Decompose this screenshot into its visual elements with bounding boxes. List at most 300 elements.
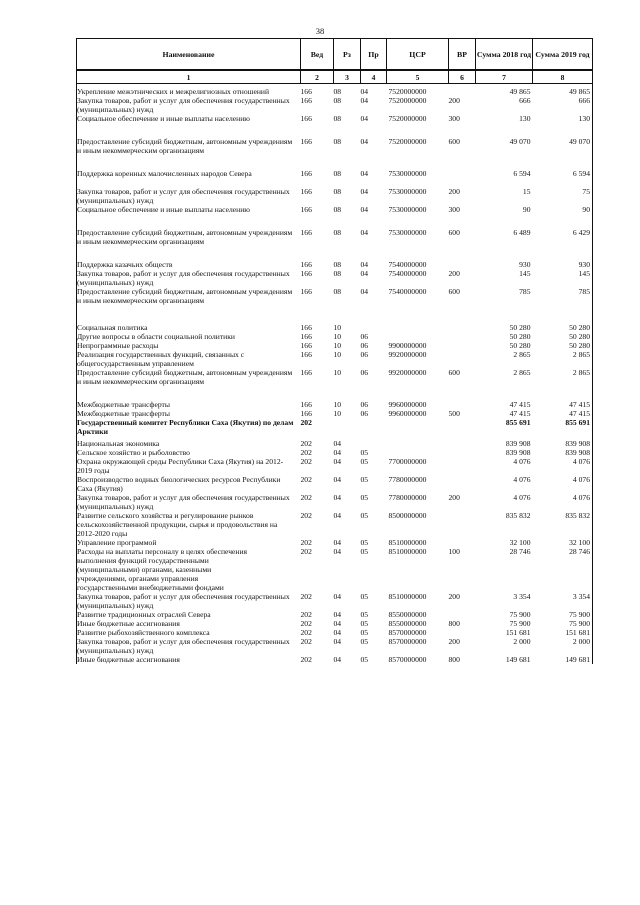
row-sum-2019: 47 415: [533, 409, 593, 418]
row-rz: 04: [333, 619, 342, 628]
row-name: Закупка товаров, работ и услуг для обеспечения государственных (муниципальных) нужд: [77, 592, 301, 610]
table-row: [77, 96, 593, 114]
header-vr: ВР: [449, 39, 476, 71]
row-sum-2019: 835 832: [533, 511, 593, 538]
row-sum-2018: 28 746: [509, 547, 531, 556]
row-vr: 200: [448, 187, 460, 196]
row-pr: 04: [360, 169, 369, 178]
row-sum-2019: 90: [533, 205, 593, 228]
row-sum-2019: 2 865: [533, 368, 593, 400]
row-sum-2018: 835 832: [505, 511, 531, 520]
row-vr: [449, 341, 476, 350]
row-name: Сельское хозяйство и рыболовство: [77, 448, 301, 457]
row-ved: 166: [300, 137, 312, 146]
row-vr: [449, 350, 476, 368]
row-csr: 9920000000: [388, 368, 427, 377]
row-sum-2019: 839 908: [533, 439, 593, 448]
header-sum-2018: Сумма 2018 год: [476, 39, 533, 71]
row-sum-2019: 50 280: [533, 332, 593, 341]
row-name: Закупка товаров, работ и услуг для обеспечения государственных (муниципальных) нужд: [77, 269, 301, 287]
table-row: [77, 628, 593, 637]
row-sum-2019: 75 900: [533, 610, 593, 619]
row-ved: 202: [300, 610, 312, 619]
header-sum-2019: Сумма 2019 год: [533, 39, 593, 71]
row-ved: 202: [300, 418, 312, 427]
row-sum-2018: 50 280: [509, 341, 531, 350]
row-vr: [449, 323, 476, 332]
header-rz: Рз: [334, 39, 361, 71]
table-row: [77, 287, 593, 323]
page-number: 38: [315, 26, 325, 36]
row-sum-2018: 50 280: [509, 332, 531, 341]
row-name: Развитие рыбохозяйственного комплекса: [77, 628, 301, 637]
row-rz: [334, 418, 361, 439]
header-ved: Вед: [301, 39, 334, 71]
row-sum-2019: 855 691: [533, 418, 593, 439]
row-rz: 04: [333, 628, 342, 637]
row-name: Реализация государственных функций, связанных с общегосударственным управлением: [77, 350, 301, 368]
row-rz: 04: [333, 448, 342, 457]
row-vr: [449, 418, 476, 439]
row-pr: 05: [360, 592, 369, 601]
row-ved: 166: [300, 205, 312, 214]
row-ved: 202: [300, 511, 312, 520]
row-pr: [361, 418, 387, 439]
row-csr: 8550000000: [388, 619, 427, 628]
row-vr: 300: [448, 114, 460, 123]
row-vr: [449, 628, 476, 637]
row-pr: 05: [360, 547, 369, 556]
row-csr: 7530000000: [388, 169, 427, 178]
row-ved: 202: [300, 619, 312, 628]
row-csr: 8570000000: [388, 628, 427, 637]
row-sum-2018: 6 489: [513, 228, 531, 237]
row-vr: 800: [448, 619, 460, 628]
row-name: Развитие сельского хозяйства и регулирование рынков сельскохозяйственной продукции, сырья и продовольствия на 2012-2020 годы: [77, 511, 301, 538]
row-sum-2018: 47 415: [509, 409, 531, 418]
row-name: Поддержка казачьих обществ: [77, 260, 301, 269]
row-rz: 08: [333, 187, 342, 196]
row-csr: 8510000000: [388, 547, 427, 556]
row-pr: 04: [360, 87, 369, 96]
row-rz: 08: [333, 96, 342, 105]
row-ved: 166: [300, 114, 312, 123]
table-row: [77, 169, 593, 187]
row-sum-2018: 90: [522, 205, 531, 214]
row-sum-2018: 32 100: [509, 538, 531, 547]
row-name: Расходы на выплаты персоналу в целях обеспечения выполнения функций государственными (муниципальными) органами, казенными учреждениями, органами управления государственными внебюджетными фондами: [77, 547, 301, 592]
row-sum-2019: 47 415: [533, 400, 593, 409]
row-sum-2018: 151 681: [505, 628, 531, 637]
row-csr: 8570000000: [388, 655, 427, 664]
row-pr: 05: [360, 619, 369, 628]
column-number: 5: [387, 70, 449, 84]
row-rz: 08: [333, 137, 342, 146]
table-row: [77, 511, 593, 538]
row-csr: 7530000000: [388, 205, 427, 214]
row-pr: 04: [360, 260, 369, 269]
row-sum-2018: 2 865: [513, 350, 531, 359]
row-name: Социальная политика: [77, 323, 301, 332]
row-ved: 202: [300, 547, 312, 556]
row-ved: 202: [300, 475, 312, 484]
row-vr: [449, 84, 476, 97]
column-number: 7: [476, 70, 533, 84]
row-pr: 04: [360, 205, 369, 214]
column-number: 4: [361, 70, 387, 84]
row-pr: 05: [360, 637, 369, 646]
table-row: [77, 493, 593, 511]
table-row: [77, 637, 593, 655]
row-ved: 166: [300, 187, 312, 196]
row-name: Социальное обеспечение и иные выплаты населению: [77, 205, 301, 228]
row-csr: [387, 332, 449, 341]
row-sum-2018: 145: [519, 269, 531, 278]
row-pr: 04: [360, 287, 369, 296]
header-csr: ЦСР: [387, 39, 449, 71]
row-pr: 06: [360, 400, 369, 409]
row-sum-2019: 75 900: [533, 619, 593, 628]
row-csr: 7700000000: [388, 457, 427, 466]
row-vr: [449, 610, 476, 619]
table-row: [77, 448, 593, 457]
row-sum-2018: 149 681: [505, 655, 531, 664]
row-ved: 166: [300, 332, 312, 341]
row-name: Другие вопросы в области социальной политики: [77, 332, 301, 341]
row-sum-2019: 666: [533, 96, 593, 114]
row-sum-2019: 28 746: [533, 547, 593, 592]
row-vr: 100: [448, 547, 460, 556]
row-sum-2019: 839 908: [533, 448, 593, 457]
row-name: Предоставление субсидий бюджетным, автономным учреждениям и иным некоммерческим организациям: [77, 137, 301, 169]
row-csr: 7540000000: [388, 287, 427, 296]
row-csr: 7520000000: [388, 114, 427, 123]
row-sum-2019: 4 076: [533, 493, 593, 511]
column-number: 3: [334, 70, 361, 84]
row-vr: 600: [448, 368, 460, 377]
row-sum-2018: 4 076: [513, 493, 531, 502]
row-sum-2019: 4 076: [533, 475, 593, 493]
row-rz: 04: [333, 592, 342, 601]
row-rz: 04: [333, 511, 342, 520]
row-csr: [387, 323, 449, 332]
row-csr: [387, 439, 449, 448]
table-row: [77, 655, 593, 664]
column-number-row: [77, 70, 593, 84]
row-sum-2018: 839 908: [505, 439, 531, 448]
table-row: [77, 610, 593, 619]
row-pr: [361, 439, 387, 448]
row-ved: 166: [300, 87, 312, 96]
table-row: [77, 439, 593, 448]
row-rz: 08: [333, 114, 342, 123]
row-vr: 200: [448, 269, 460, 278]
row-ved: 202: [300, 592, 312, 601]
table-row: [77, 547, 593, 592]
table-row: [77, 538, 593, 547]
row-csr: 9960000000: [388, 400, 427, 409]
row-rz: 10: [333, 400, 342, 409]
row-ved: 166: [300, 323, 312, 332]
table-row: [77, 350, 593, 368]
table-row: [77, 368, 593, 400]
row-name: Охрана окружающей среды Республики Саха (Якутия) на 2012-2019 годы: [77, 457, 301, 475]
row-csr: 9920000000: [388, 350, 427, 359]
row-rz: 08: [333, 169, 342, 178]
row-pr: 05: [360, 655, 369, 664]
row-ved: 166: [300, 368, 312, 377]
row-sum-2019: 2 865: [533, 350, 593, 368]
row-vr: [449, 475, 476, 493]
row-sum-2019: 50 280: [533, 323, 593, 332]
row-pr: 05: [360, 511, 369, 520]
header-row: [77, 39, 593, 71]
row-ved: 166: [300, 96, 312, 105]
row-sum-2018: 75 900: [509, 619, 531, 628]
table-row: [77, 475, 593, 493]
budget-table: [76, 38, 593, 664]
row-ved: 202: [300, 457, 312, 466]
row-rz: 10: [333, 368, 342, 377]
row-name: Предоставление субсидий бюджетным, автономным учреждениям и иным некоммерческим организациям: [77, 368, 301, 400]
row-sum-2018: 666: [519, 96, 531, 105]
row-ved: 166: [300, 400, 312, 409]
row-ved: 166: [300, 269, 312, 278]
row-sum-2019: 930: [533, 260, 593, 269]
row-ved: 202: [300, 637, 312, 646]
row-vr: [449, 439, 476, 448]
table-row: [77, 205, 593, 228]
row-csr: 7520000000: [388, 87, 427, 96]
row-sum-2018: 839 908: [505, 448, 531, 457]
row-pr: 06: [360, 368, 369, 377]
row-pr: 04: [360, 269, 369, 278]
row-sum-2018: 3 354: [513, 592, 531, 601]
row-sum-2018: 930: [519, 260, 531, 269]
row-ved: 166: [300, 409, 312, 418]
row-rz: 08: [333, 269, 342, 278]
table-row: [77, 418, 593, 439]
row-name: Поддержка коренных малочисленных народов Севера: [77, 169, 301, 187]
row-ved: 202: [300, 493, 312, 502]
column-number: 6: [449, 70, 476, 84]
row-sum-2018: 49 070: [509, 137, 531, 146]
row-sum-2019: 49 070: [533, 137, 593, 169]
row-sum-2018: 15: [522, 187, 531, 196]
row-rz: 04: [333, 637, 342, 646]
row-sum-2019: 75: [533, 187, 593, 205]
row-pr: 05: [360, 457, 369, 466]
header-name: Наименование: [77, 39, 301, 71]
row-vr: 200: [448, 493, 460, 502]
row-csr: 8570000000: [388, 637, 427, 646]
row-name: Закупка товаров, работ и услуг для обеспечения государственных (муниципальных) нужд: [77, 96, 301, 114]
row-csr: [387, 448, 449, 457]
row-pr: 05: [360, 448, 369, 457]
row-sum-2018: 855 691: [505, 418, 531, 427]
row-ved: 166: [300, 169, 312, 178]
row-vr: [449, 260, 476, 269]
row-vr: 200: [448, 637, 460, 646]
row-name: Предоставление субсидий бюджетным, автономным учреждениям и иным некоммерческим организациям: [77, 287, 301, 323]
row-name: Непрограммные расходы: [77, 341, 301, 350]
row-vr: [449, 538, 476, 547]
row-sum-2019: 4 076: [533, 457, 593, 475]
row-vr: [449, 400, 476, 409]
row-sum-2018: 4 076: [513, 475, 531, 484]
row-sum-2018: 49 865: [509, 87, 531, 96]
row-csr: 7540000000: [388, 260, 427, 269]
row-ved: 202: [300, 538, 312, 547]
row-pr: 04: [360, 228, 369, 237]
row-pr: 04: [360, 187, 369, 196]
table-row: [77, 592, 593, 610]
table-row: [77, 409, 593, 418]
row-vr: 200: [448, 592, 460, 601]
row-sum-2019: 6 429: [533, 228, 593, 260]
row-sum-2019: 32 100: [533, 538, 593, 547]
row-ved: 166: [300, 228, 312, 237]
row-pr: 05: [360, 493, 369, 502]
table-row: [77, 137, 593, 169]
budget-rows: [77, 84, 593, 665]
row-sum-2018: 4 076: [513, 457, 531, 466]
row-rz: 04: [333, 439, 342, 448]
row-csr: 8510000000: [388, 592, 427, 601]
row-csr: 8550000000: [388, 610, 427, 619]
row-ved: 202: [300, 448, 312, 457]
row-sum-2018: 75 900: [509, 610, 531, 619]
row-ved: 166: [300, 350, 312, 359]
column-number: 8: [533, 70, 593, 84]
row-ved: 166: [300, 341, 312, 350]
row-name: Закупка товаров, работ и услуг для обеспечения государственных (муниципальных) нужд: [77, 187, 301, 205]
row-rz: 04: [333, 538, 342, 547]
row-rz: 04: [333, 655, 342, 664]
row-vr: 600: [448, 137, 460, 146]
row-sum-2019: 785: [533, 287, 593, 323]
row-pr: 05: [360, 475, 369, 484]
row-sum-2019: 151 681: [533, 628, 593, 637]
row-sum-2018: 50 280: [509, 323, 531, 332]
row-rz: 10: [333, 409, 342, 418]
table-row: [77, 114, 593, 137]
row-sum-2018: 2 000: [513, 637, 531, 646]
row-ved: 166: [300, 287, 312, 296]
row-name: Межбюджетные трансферты: [77, 400, 301, 409]
row-rz: 08: [333, 205, 342, 214]
row-pr: 06: [360, 350, 369, 359]
table-row: [77, 457, 593, 475]
row-name: Укрепление межэтнических и межрелигиозных отношений: [77, 84, 301, 97]
row-rz: 08: [333, 287, 342, 296]
row-csr: 7780000000: [388, 493, 427, 502]
row-csr: 7780000000: [388, 475, 427, 484]
column-number: 1: [77, 70, 301, 84]
row-rz: 04: [333, 547, 342, 556]
table-row: [77, 260, 593, 269]
row-rz: 04: [333, 475, 342, 484]
row-pr: 05: [360, 538, 369, 547]
row-csr: 7530000000: [388, 187, 427, 196]
row-rz: 10: [333, 341, 342, 350]
row-vr: 500: [448, 409, 460, 418]
row-rz: 04: [333, 457, 342, 466]
row-vr: 300: [448, 205, 460, 214]
row-vr: 200: [448, 96, 460, 105]
row-csr: 8510000000: [388, 538, 427, 547]
row-sum-2018: 6 594: [513, 169, 531, 178]
row-name: Иные бюджетные ассигнования: [77, 655, 301, 664]
row-pr: 06: [360, 341, 369, 350]
row-csr: 7520000000: [388, 96, 427, 105]
row-vr: [449, 332, 476, 341]
row-name: Воспроизводство водных биологических ресурсов Республики Саха (Якутия): [77, 475, 301, 493]
row-sum-2019: 50 280: [533, 341, 593, 350]
row-ved: 202: [300, 628, 312, 637]
row-rz: 08: [333, 87, 342, 96]
row-name: Межбюджетные трансферты: [77, 409, 301, 418]
row-vr: 600: [448, 287, 460, 296]
row-sum-2019: 49 865: [533, 84, 593, 97]
row-sum-2018: 47 415: [509, 400, 531, 409]
row-name: Закупка товаров, работ и услуг для обеспечения государственных (муниципальных) нужд: [77, 493, 301, 511]
row-ved: 202: [300, 655, 312, 664]
row-rz: 08: [333, 260, 342, 269]
row-sum-2019: 145: [533, 269, 593, 287]
table-row: [77, 332, 593, 341]
table-row: [77, 400, 593, 409]
row-vr: [449, 169, 476, 187]
row-sum-2018: 785: [519, 287, 531, 296]
row-name: Развитие традиционных отраслей Севера: [77, 610, 301, 619]
row-ved: 202: [300, 439, 312, 448]
row-sum-2019: 149 681: [533, 655, 593, 664]
table-row: [77, 341, 593, 350]
row-name: Государственный комитет Республики Саха (Якутия) по делам Арктики: [77, 418, 301, 439]
row-rz: 10: [333, 332, 342, 341]
row-name: Закупка товаров, работ и услуг для обеспечения государственных (муниципальных) нужд: [77, 637, 301, 655]
table-row: [77, 323, 593, 332]
table-row: [77, 619, 593, 628]
row-csr: 7520000000: [388, 137, 427, 146]
row-sum-2018: 130: [519, 114, 531, 123]
table-row: [77, 187, 593, 205]
row-rz: 04: [333, 610, 342, 619]
row-sum-2018: 2 865: [513, 368, 531, 377]
row-vr: [449, 511, 476, 538]
row-ved: 166: [300, 260, 312, 269]
row-pr: 06: [360, 332, 369, 341]
table-row: [77, 84, 593, 97]
row-vr: [449, 448, 476, 457]
row-name: Иные бюджетные ассигнования: [77, 619, 301, 628]
row-pr: 06: [360, 409, 369, 418]
row-rz: 10: [333, 323, 342, 332]
row-csr: 9960000000: [388, 409, 427, 418]
row-sum-2019: 130: [533, 114, 593, 137]
row-rz: 10: [333, 350, 342, 359]
row-pr: 04: [360, 137, 369, 146]
row-csr: 9900000000: [388, 341, 427, 350]
table-row: [77, 269, 593, 287]
row-csr: [387, 418, 449, 439]
row-name: Предоставление субсидий бюджетным, автономным учреждениям и иным некоммерческим организациям: [77, 228, 301, 260]
row-rz: 08: [333, 228, 342, 237]
row-name: Управление программой: [77, 538, 301, 547]
row-name: Социальное обеспечение и иные выплаты населению: [77, 114, 301, 137]
row-csr: 8500000000: [388, 511, 427, 520]
